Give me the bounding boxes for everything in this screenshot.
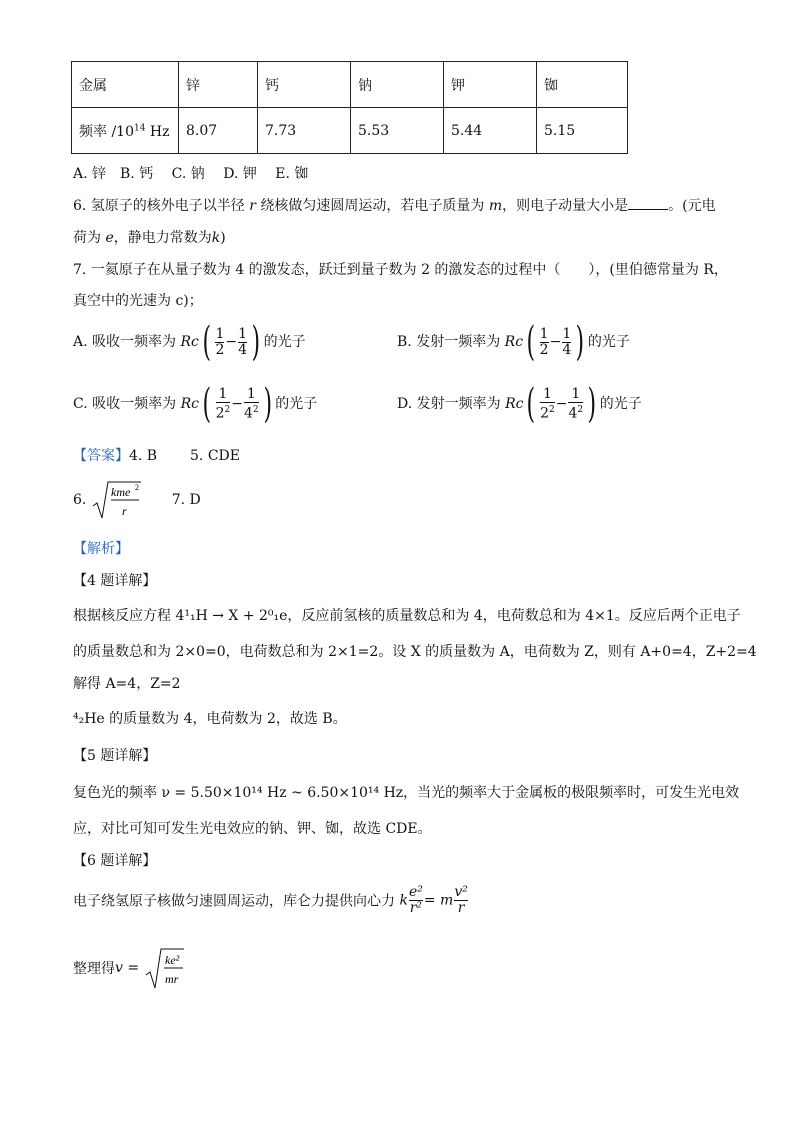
option-text: B. 发射一频率为	[397, 334, 501, 350]
freq-label-exp: 14	[133, 122, 146, 133]
answer-label: 【答案】	[73, 448, 129, 464]
minus: −	[225, 334, 238, 350]
metal-frequency-table	[71, 61, 628, 154]
p4-line3: 解得 A=4，Z=2	[73, 676, 181, 692]
right-paren: )	[251, 319, 261, 365]
q6-e: e	[105, 230, 114, 246]
fraction: $\frac{1}{4}$	[562, 325, 572, 358]
q6-line1	[73, 195, 716, 215]
q6-line2	[73, 227, 226, 247]
svg-text:ke²: ke²	[164, 953, 179, 967]
table-row	[72, 62, 628, 108]
fraction: $\frac{1}{4^2}$	[568, 385, 584, 422]
table-cell: 5.15	[537, 108, 628, 154]
svg-text:r: r	[121, 504, 127, 518]
fraction: $\frac{1}{2^2}$	[540, 385, 555, 422]
p4-line4: ⁴₂He 的质量数为 4，电荷数为 2，故选 B。	[73, 711, 347, 727]
svg-text:2: 2	[134, 483, 139, 492]
equals-m: = m	[423, 892, 454, 909]
option-text: 的光子	[599, 396, 642, 412]
right-paren: )	[575, 319, 585, 365]
fraction: $\frac{1}{4}$	[238, 325, 248, 358]
fraction: $\frac{\text{e²}}{\text{r²}}$	[408, 884, 423, 916]
option-text: 的光子	[263, 334, 306, 350]
q6-k: k	[211, 230, 221, 246]
fraction: $\frac{1}{4^2}$	[243, 385, 259, 422]
heading-q5: 【5 题详解】	[73, 748, 157, 764]
q6-text: 绕核做匀速圆周运动，若电子质量为	[260, 198, 485, 214]
p6-text: 电子绕氢原子核做匀速圆周运动，库仑力提供向心力	[73, 893, 395, 910]
table-cell: 8.07	[179, 108, 258, 154]
q6-m: m	[488, 198, 503, 214]
table-cell	[72, 108, 179, 154]
table-cell: 7.73	[258, 108, 351, 154]
freq-label: 频率 /10	[79, 123, 134, 140]
table-cell: 钙	[258, 62, 351, 108]
q6-text: ，则电子动量大小是	[502, 198, 629, 214]
left-paren: (	[526, 381, 536, 427]
svg-text:kme: kme	[110, 485, 131, 499]
q6-text: 。(元电	[668, 198, 716, 214]
p6-line2	[73, 945, 186, 991]
table-cell: 5.53	[351, 108, 444, 154]
right-paren: )	[263, 381, 272, 427]
table-cell: 钾	[444, 62, 537, 108]
table-cell: 金属	[72, 62, 179, 108]
rc-symbol: Rc	[505, 396, 524, 412]
left-paren: (	[202, 319, 211, 365]
q6-text: ，静电力常数为	[113, 230, 212, 246]
p4-line2: 的质量数总和为 2×0=0，电荷数总和为 2×1=2。设 X 的质量数为 A，电荷数为 Z，则有 A+0=4，Z+2=4	[73, 644, 757, 660]
table-cell: 钠	[351, 62, 444, 108]
fraction: $\frac{1}{2^2}$	[215, 385, 231, 422]
option-text: C. 吸收一频率为	[73, 396, 177, 412]
answer-line-2	[73, 478, 201, 522]
sqrt-symbol	[144, 945, 186, 991]
option-text: D. 发射一频率为	[397, 396, 501, 412]
minus: −	[555, 396, 568, 412]
q6-text: )	[220, 230, 226, 246]
k-symbol: k	[399, 892, 408, 909]
option-text: 的光子	[275, 396, 318, 412]
p5-line1: 复色光的频率 ν = 5.50×10¹⁴ Hz ~ 6.50×10¹⁴ Hz，当光的频率大于金属板的极限频率时，可发生光电效	[73, 785, 740, 801]
answer-q6-num: 6.	[73, 492, 87, 508]
fraction: $\frac{1}{2}$	[539, 325, 549, 358]
answer-blank	[628, 199, 668, 210]
left-paren: (	[202, 381, 212, 427]
v-equals: v =	[115, 960, 140, 976]
heading-q4: 【4 题详解】	[73, 573, 157, 589]
answer-q7: 7. D	[171, 492, 201, 508]
svg-text:mr: mr	[164, 972, 178, 986]
fraction: $\frac{\text{v²}}{r}$	[454, 884, 468, 916]
table-cell: 铷	[537, 62, 628, 108]
rc-symbol: Rc	[180, 396, 199, 412]
answer-q4: 4. B	[129, 448, 158, 464]
q6-text: 6. 氢原子的核外电子以半径	[73, 198, 245, 214]
q7-line1: 7. 一氦原子在从量子数为 4 的激发态，跃迁到量子数为 2 的激发态的过程中（ ），(里伯德常量为 R，	[73, 262, 728, 278]
analysis-label: 【解析】	[73, 541, 129, 557]
right-paren: )	[587, 381, 597, 427]
option-text: A. 吸收一频率为	[73, 334, 177, 350]
p6-text: 整理得	[73, 961, 115, 977]
p5-line2: 应，对比可知可发生光电效应的钠、钾、铷，故选 CDE。	[73, 821, 432, 837]
rc-symbol: Rc	[504, 334, 524, 350]
answer-q5: 5. CDE	[190, 448, 240, 464]
fraction: $\frac{1}{2}$	[215, 325, 225, 358]
p6-line1	[73, 885, 469, 925]
q7-option-c	[73, 381, 318, 427]
table-row	[72, 108, 628, 154]
table-cell: 5.44	[444, 108, 537, 154]
rc-symbol: Rc	[180, 334, 199, 350]
sqrt-symbol	[91, 478, 143, 522]
q6-text: 荷为	[73, 230, 101, 246]
p4-line1: 根据核反应方程 4¹₁H → X + 2⁰₁e，反应前氢核的质量数总和为 4，电荷数总和为 4×1。反应后两个正电子	[73, 608, 741, 624]
table-cell: 锌	[179, 62, 258, 108]
option-text: 的光子	[587, 334, 630, 350]
answer-line	[73, 445, 240, 465]
q7-option-b	[397, 319, 630, 365]
left-paren: (	[526, 319, 536, 365]
q6-r: r	[249, 198, 256, 214]
minus: −	[549, 334, 562, 350]
q7-option-d	[397, 381, 642, 427]
q5-options: A. 锌 B. 钙 C. 钠 D. 钾 E. 铷	[73, 166, 309, 182]
minus: −	[231, 396, 243, 412]
freq-label-unit: Hz	[145, 123, 170, 140]
heading-q6: 【6 题详解】	[73, 853, 157, 869]
q7-line2: 真空中的光速为 c)；	[73, 293, 203, 309]
q7-option-a	[73, 319, 306, 365]
